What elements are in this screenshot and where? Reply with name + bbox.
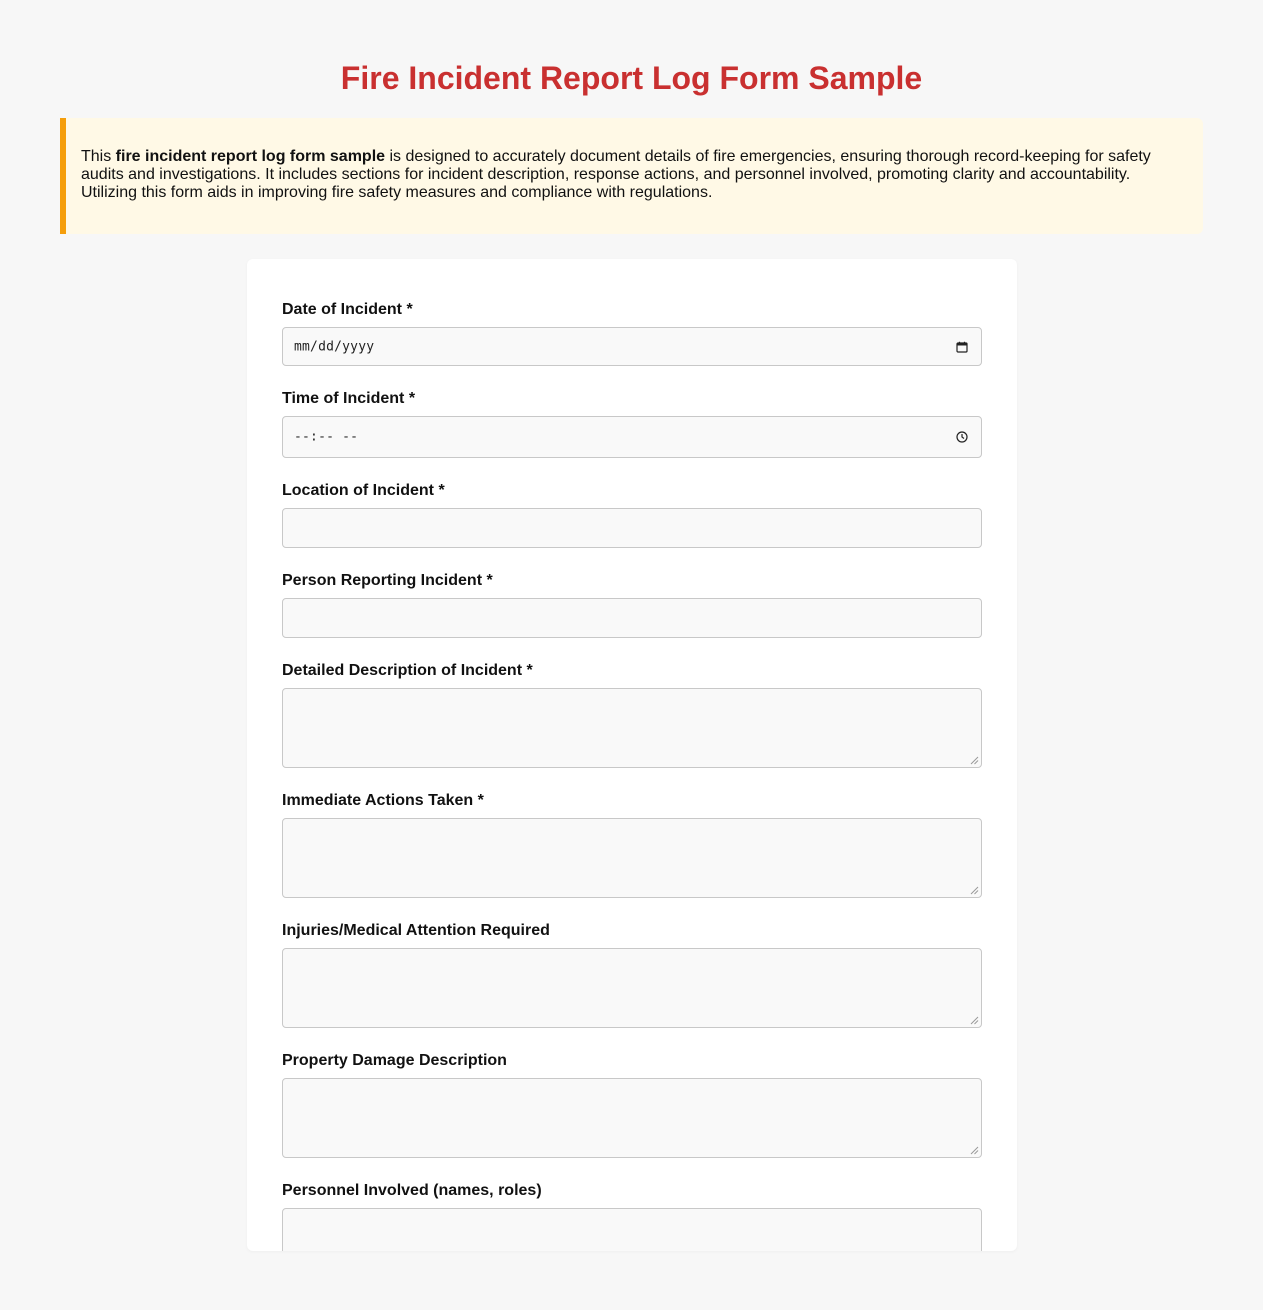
- injuries-textarea[interactable]: [282, 948, 982, 1028]
- time-input[interactable]: [282, 416, 982, 458]
- description-textarea[interactable]: [282, 688, 982, 768]
- resize-handle-icon[interactable]: [970, 1146, 979, 1155]
- injuries-field-group: [282, 921, 982, 941]
- reporter-text-input[interactable]: [283, 599, 981, 637]
- resize-handle-icon[interactable]: [970, 886, 979, 895]
- time-placeholder: --:-- --: [294, 429, 359, 445]
- date-input[interactable]: [282, 327, 982, 366]
- actions-textarea-input[interactable]: [283, 819, 981, 897]
- damage-field-group: [282, 1051, 982, 1071]
- reporter-field-group: [282, 571, 982, 591]
- location-input[interactable]: [282, 508, 982, 548]
- form-card: [247, 259, 1017, 1251]
- time-label: Time of Incident *: [282, 390, 416, 407]
- intro-callout: [60, 118, 1203, 234]
- reporter-label: Person Reporting Incident *: [282, 572, 493, 589]
- personnel-field-group: [282, 1181, 982, 1201]
- injuries-textarea-input[interactable]: [283, 949, 981, 1027]
- actions-label: Immediate Actions Taken *: [282, 792, 484, 809]
- intro-text-suffix: is designed to accurately document details of fire emergencies, ensuring thorough record-keeping for safety audits and investigations. It includes sections for incident description, response actions, and personnel involved, promoting clarity and accountability. Utilizing this form aids in improving fire safety measures and compliance with regulations.: [81, 148, 1151, 201]
- resize-handle-icon[interactable]: [970, 1016, 979, 1025]
- time-field-group: [282, 389, 982, 445]
- date-field-group: [282, 300, 982, 354]
- location-field-group: [282, 481, 982, 501]
- intro-text-bold: fire incident report log form sample: [115, 148, 386, 165]
- description-field-group: [282, 661, 982, 681]
- date-placeholder: mm/dd/yyyy: [294, 339, 375, 354]
- reporter-input[interactable]: [282, 598, 982, 638]
- clock-icon[interactable]: [956, 431, 968, 443]
- resize-handle-icon[interactable]: [970, 756, 979, 765]
- damage-textarea[interactable]: [282, 1078, 982, 1158]
- description-textarea-input[interactable]: [283, 689, 981, 767]
- personnel-label: Personnel Involved (names, roles): [282, 1182, 542, 1199]
- calendar-icon[interactable]: [956, 341, 968, 353]
- damage-textarea-input[interactable]: [283, 1079, 981, 1157]
- personnel-textarea-input[interactable]: [283, 1209, 981, 1251]
- actions-textarea[interactable]: [282, 818, 982, 898]
- location-text-input[interactable]: [283, 509, 981, 547]
- date-label: Date of Incident *: [282, 301, 413, 318]
- personnel-textarea[interactable]: [282, 1208, 982, 1251]
- description-label: Detailed Description of Incident *: [282, 662, 533, 679]
- actions-field-group: [282, 791, 982, 811]
- injuries-label: Injuries/Medical Attention Required: [282, 922, 550, 939]
- intro-text-prefix: This: [81, 148, 116, 165]
- location-label: Location of Incident *: [282, 482, 445, 499]
- page-title: Fire Incident Report Log Form Sample: [340, 60, 923, 96]
- damage-label: Property Damage Description: [282, 1052, 507, 1069]
